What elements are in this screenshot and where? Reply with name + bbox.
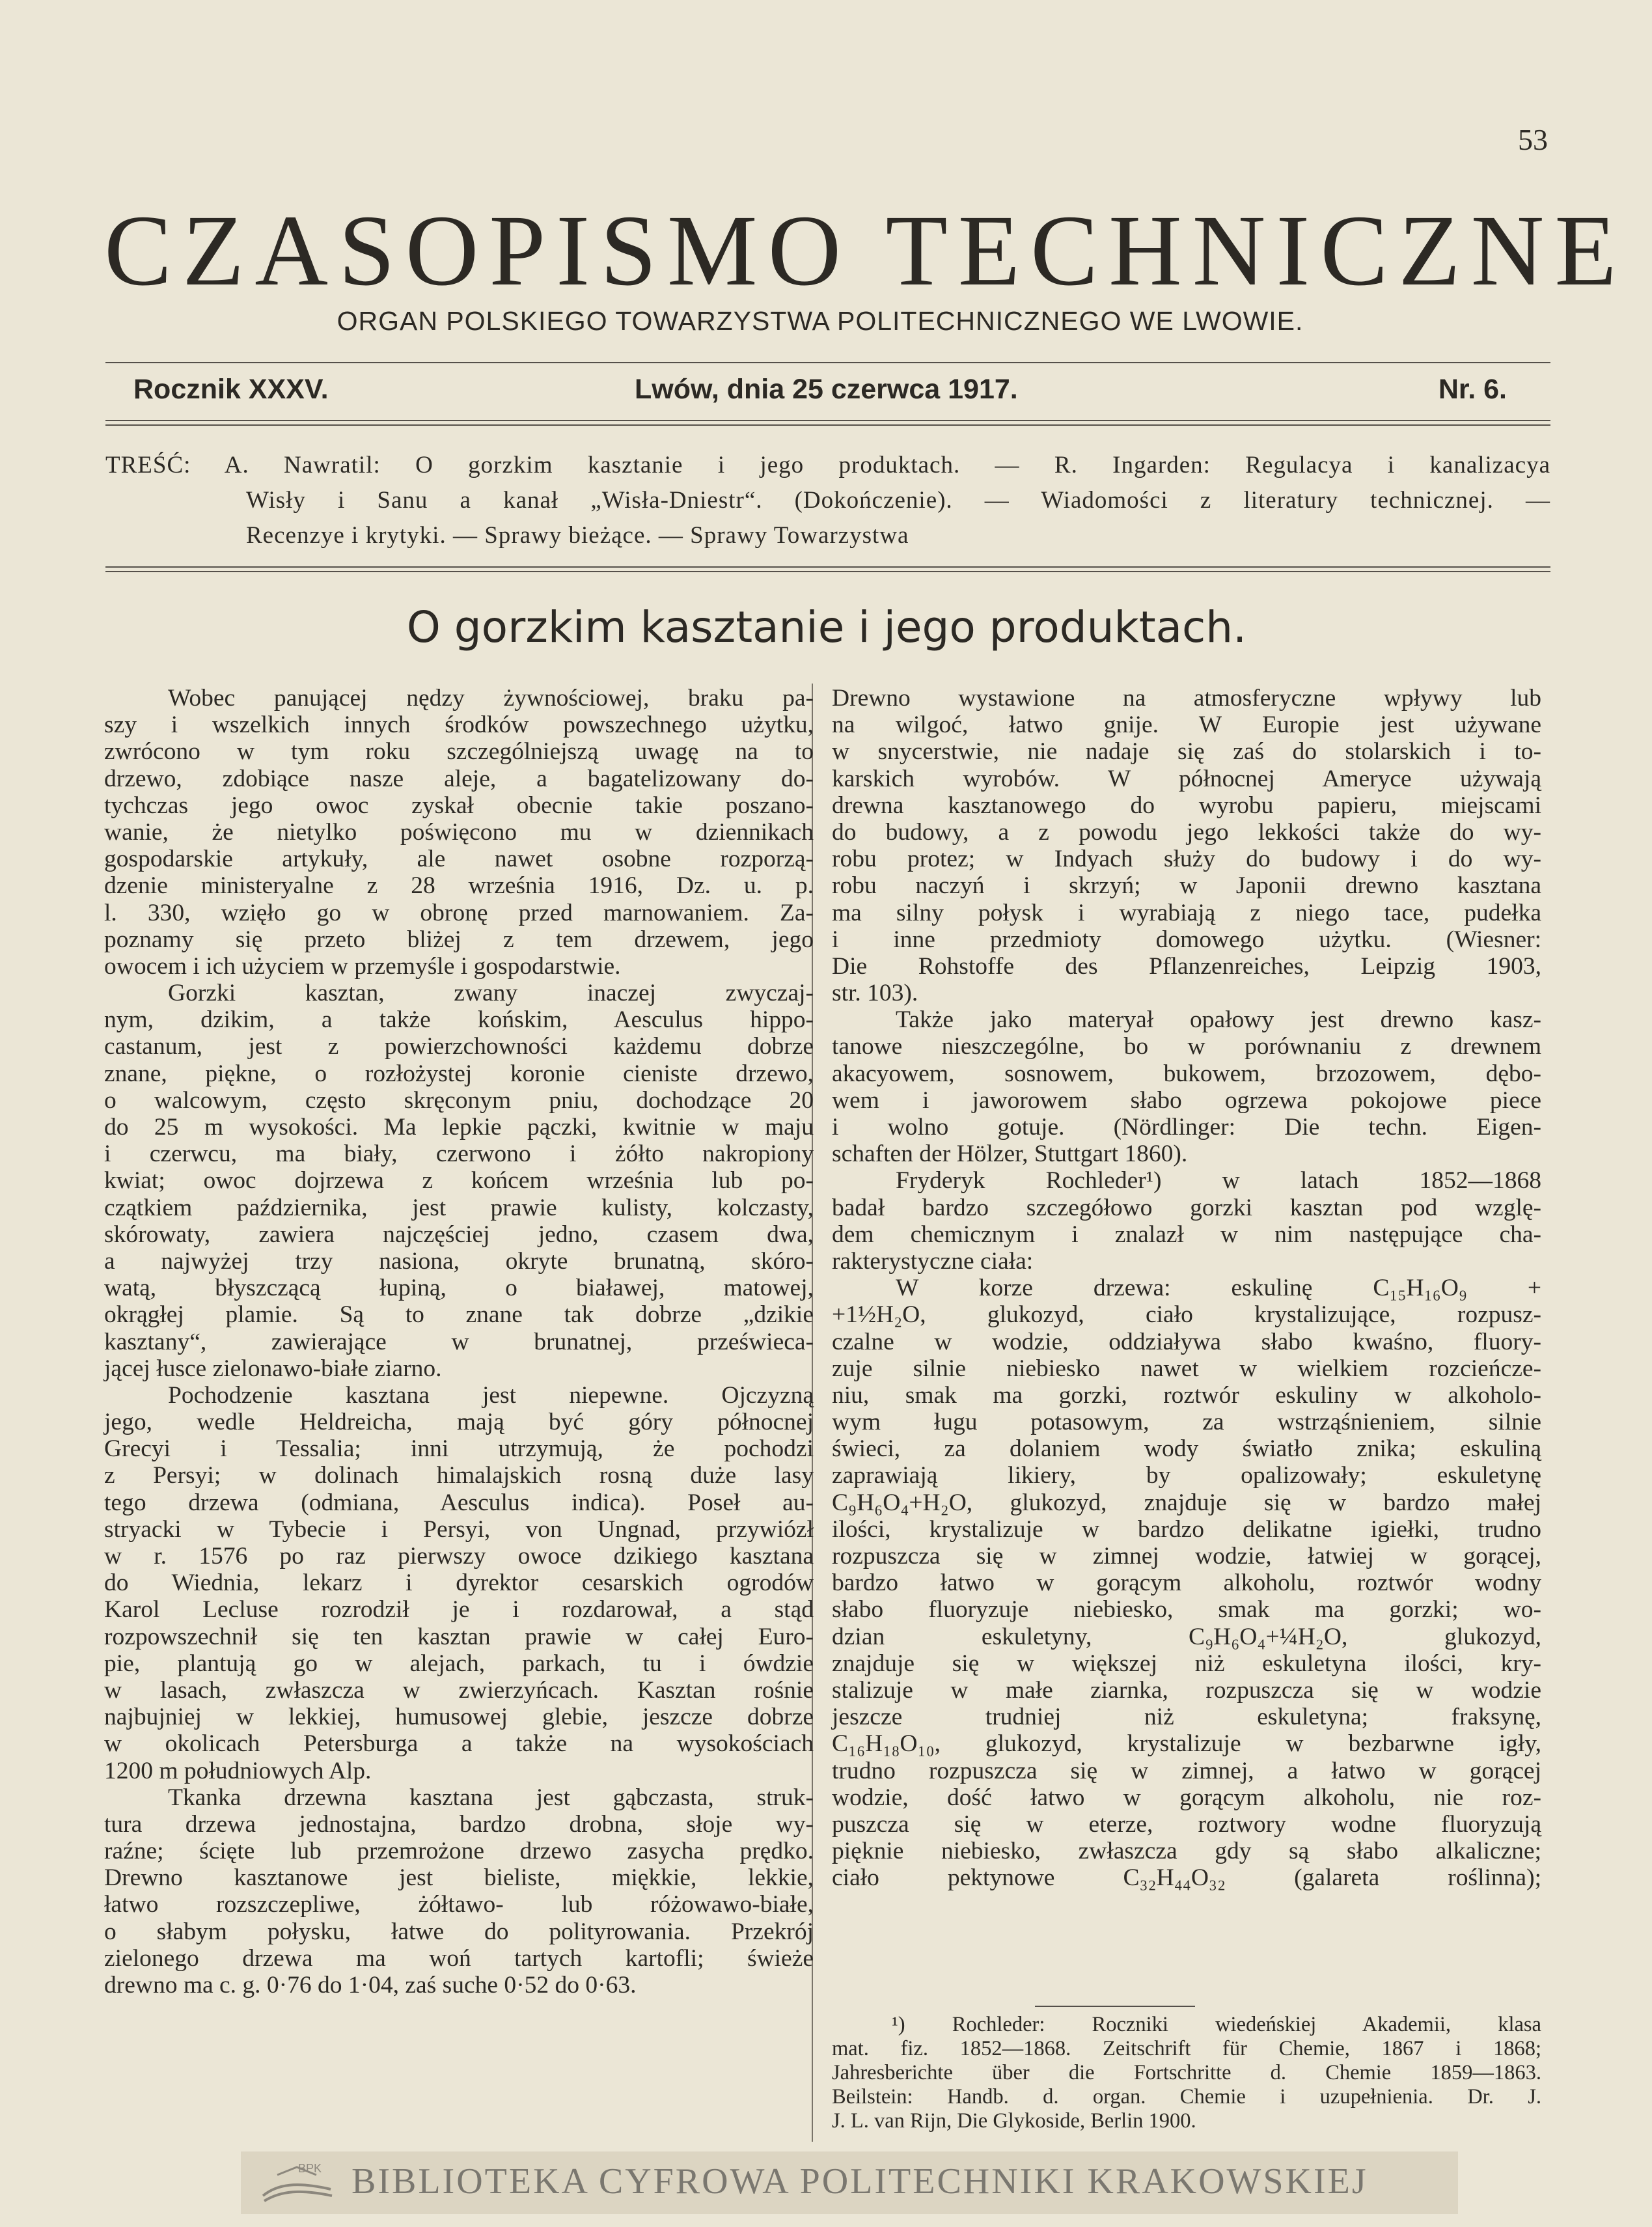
text-line: z Persyi; w dolinach himalajskich rosną duże lasy — [104, 1462, 814, 1489]
volume-label: Rocznik XXXV. — [133, 374, 329, 405]
text-line: w lasach, zwłaszcza w zwierzyńcach. Kasztan rośnie — [104, 1676, 814, 1704]
text-line: robu protez; w Indyach służy do budowy i do wy- — [832, 846, 1541, 873]
text-line: tanowe nieszczególne, bo w porównaniu z drewnem — [832, 1033, 1541, 1060]
text-line: stryacki w Tybecie i Persyi, von Ungnad, przywiózł — [104, 1515, 814, 1543]
text-line: tychczas jego owoc zyskał obecnie takie poszano- — [104, 792, 814, 819]
text-line: Drewno kasztanowe jest bieliste, miękkie, lekkie, — [104, 1864, 814, 1892]
text-line: kwiat; owoc dojrzewa z końcem września lub po- — [104, 1167, 814, 1195]
text-line: mat. fiz. 1852—1868. Zeitschrift für Chemie, 1867 i 1868; — [832, 2037, 1541, 2060]
text-line: o walcowym, często skręconym pniu, dochodzące 20 — [104, 1086, 814, 1114]
text-line: Die Rohstoffe des Pflanzenreiches, Leipzig 1903, — [832, 952, 1541, 980]
text-line: kasztany“, zawierające w brunatnej, prześwieca- — [104, 1328, 814, 1355]
header-rule-top — [105, 362, 1550, 363]
text-line: +1½H₂O, glukozyd, ciało krystalizujące, rozpusz- — [832, 1301, 1541, 1329]
text-line: wodzie, dość łatwo w gorącym alkoholu, nie roz- — [832, 1784, 1541, 1811]
text-line: Karol Lecluse rozrodził je i rozdarował, a stąd — [104, 1596, 814, 1624]
text-line: świeci, za dolaniem wody światło znika; eskuliną — [832, 1435, 1541, 1463]
text-line: Fryderyk Rochleder¹) w latach 1852—1868 — [896, 1167, 1541, 1195]
text-line: jeszcze trudniej niż eskuletyna; fraksynę, — [832, 1704, 1541, 1731]
text-line: ma silny połysk i wyrabiają z niego tace, pudełka — [832, 899, 1541, 926]
text-line: na wilgoć, łatwo gnije. W Europie jest używane — [832, 712, 1541, 739]
text-line: niu, smak ma gorzki, roztwór eskuliny w alkoholo- — [832, 1381, 1541, 1409]
text-line: zuje silnie niebiesko nawet w wielkiem rozcieńcze- — [832, 1355, 1541, 1382]
text-line: W korze drzewa: eskulinę C₁₅H₁₆O₉ + — [896, 1275, 1541, 1302]
text-line: w okolicach Petersburga a także na wysokościach — [104, 1730, 814, 1758]
text-line: Beilstein: Handb. d. organ. Chemie i uzupełnienia. Dr. J. — [832, 2085, 1541, 2109]
library-banner — [241, 2151, 1458, 2214]
text-line: wym ługu potasowym, za wstrząśnieniem, silnie — [832, 1409, 1541, 1436]
text-line: zielonego drzewa ma woń tartych kartofli; świeże — [104, 1944, 814, 1972]
library-banner-text: BIBLIOTEKA CYFROWA POLITECHNIKI KRAKOWSKIEJ — [351, 2161, 1368, 2202]
text-line: schaften der Hölzer, Stuttgart 1860). — [832, 1141, 1188, 1168]
text-line: castanum, jest z powierzchowności każdemu dobrze — [104, 1033, 814, 1060]
text-line: wem i jaworowem słabo ogrzewa pokojowe piece — [832, 1086, 1541, 1114]
issue-number: Nr. 6. — [1438, 374, 1507, 405]
text-line: o słabym połysku, łatwe do polityrowania. Przekrój — [104, 1918, 814, 1945]
journal-subtitle: ORGAN POLSKIEGO TOWARZYSTWA POLITECHNICZNEGO WE LWOWIE. — [337, 306, 1304, 336]
text-line: pie, plantują go w alejach, parkach, tu i ówdzie — [104, 1650, 814, 1677]
text-line: jego, wedle Heldreicha, mają być góry północnej — [104, 1409, 814, 1436]
text-line: gospodarskie artykuły, ale nawet osobne rozporzą- — [104, 846, 814, 873]
text-line: najbujniej w lekkiej, humusowej glebie, jeszcze dobrze — [104, 1704, 814, 1731]
text-line: 1200 m południowych Alp. — [104, 1757, 372, 1784]
toc-line: Wisły i Sanu a kanał „Wisła-Dniestr“. (Dokończenie). — Wiadomości z literatury technicznej. — — [246, 487, 1550, 514]
text-line: badał bardzo szczegółowo gorzki kasztan pod wzglę- — [832, 1194, 1541, 1221]
text-line: zaprawiają likiery, by opalizowały; eskuletynę — [832, 1462, 1541, 1489]
text-line: a najwyżej trzy nasiona, okryte brunatną, skóro- — [104, 1247, 814, 1275]
text-line: trudno rozpuszcza się w zimnej, a łatwo w gorącej — [832, 1757, 1541, 1784]
text-line: puszcza się w eterze, roztwory wodne fluoryzują — [832, 1810, 1541, 1838]
text-line: do budowy, a z powodu jego lekkości także do wy- — [832, 818, 1541, 846]
text-line: bardzo łatwo w gorącym alkoholu, roztwór wodny — [832, 1570, 1541, 1597]
text-line: dzenie ministeryalne z 28 września 1916, Dz. u. p. — [104, 872, 814, 900]
text-line: i czerwcu, ma biały, czerwono i żółto nakropiony — [104, 1141, 814, 1168]
page-number: 53 — [1518, 123, 1548, 156]
text-line: owocem i ich użyciem w przemyśle i gospodarstwie. — [104, 952, 621, 980]
journal-title: CZASOPISMO TECHNICZNE — [104, 194, 1627, 307]
text-line: watą, błyszczącą łupiną, o białawej, matowej, — [104, 1275, 814, 1302]
text-line: akacyowem, sosnowem, bukowem, brzozowem, dębo- — [832, 1060, 1541, 1087]
text-line: drewno ma c. g. 0·76 do 1·04, zaś suche 0·52 do 0·63. — [104, 1972, 637, 1999]
text-line: dzian eskuletyny, C₉H₆O₄+¼H₂O, glukozyd, — [832, 1623, 1541, 1650]
text-line: str. 103). — [832, 980, 918, 1007]
text-line: łatwo rozszczepliwe, żółtawo- lub różowawo-białe, — [104, 1891, 814, 1918]
text-line: czalne w wodzie, oddziaływa słabo kwaśno, fluory- — [832, 1328, 1541, 1355]
text-line: rakterystyczne ciała: — [832, 1247, 1034, 1275]
text-line: dem chemicznym i znalazł w nim następujące cha- — [832, 1221, 1541, 1248]
text-line: do 25 m wysokości. Ma lepkie pączki, kwitnie w maju — [104, 1114, 814, 1141]
text-line: J. L. van Rijn, Die Glykoside, Berlin 1900. — [832, 2109, 1196, 2133]
text-line: czątkiem października, jest prawie kulisty, kolczasty, — [104, 1194, 814, 1221]
text-line: szy i wszelkich innych środków powszechnego użytku, — [104, 712, 814, 739]
text-line: i wolno gotuje. (Nördlinger: Die techn. Eigen- — [832, 1114, 1541, 1141]
text-line: robu naczyń i skrzyń; w Japonii drewno kasztana — [832, 872, 1541, 900]
text-line: słabo fluoryzuje niebiesko, smak ma gorzki; wo- — [832, 1596, 1541, 1624]
text-line: w r. 1576 po raz pierwszy owoce dzikiego kasztana — [104, 1543, 814, 1570]
text-line: Tkanka drzewna kasztana jest gąbczasta, struk- — [168, 1784, 814, 1811]
table-of-contents — [105, 448, 1550, 553]
library-logo-icon — [258, 2158, 336, 2207]
text-line: ciało pektynowe C₃₂H₄₄O₃₂ (galareta roślinna); — [832, 1864, 1541, 1892]
text-line: Grecyi i Tessalia; inni utrzymują, że pochodzi — [104, 1435, 814, 1463]
text-line: rozpowszechnił się ten kasztan prawie w całej Euro- — [104, 1623, 814, 1650]
text-line: rozpuszcza się w zimnej wodzie, łatwiej w gorącej, — [832, 1543, 1541, 1570]
text-line: Wobec panującej nędzy żywnościowej, braku pa- — [168, 685, 814, 712]
text-line: Pochodzenie kasztana jest niepewne. Ojczyzną — [168, 1381, 814, 1409]
text-line: C₁₆H₁₈O₁₀, glukozyd, krystalizuje w bezbarwne igły, — [832, 1730, 1541, 1758]
text-line: poznamy się przeto bliżej z tem drzewem, jego — [104, 926, 814, 953]
text-line: w snycerstwie, nie nadaje się zaś do stolarskich i to- — [832, 738, 1541, 766]
text-line: Także jako materyał opałowy jest drewno kasz- — [896, 1006, 1541, 1034]
text-line: l. 330, wzięło go w obronę przed marnowaniem. Za- — [104, 899, 814, 926]
text-line: tego drzewa (odmiana, Aesculus indica). Poseł au- — [104, 1489, 814, 1516]
text-line: zwrócono w tym roku szczególniejszą uwagę na to — [104, 738, 814, 766]
footnote-rule — [1035, 2006, 1195, 2007]
toc-rule-double — [105, 566, 1550, 572]
text-line: nym, dzikim, a także końskim, Aesculus hippo- — [104, 1006, 814, 1034]
text-line: drewna kasztanowego do wyrobu papieru, miejscami — [832, 792, 1541, 819]
text-line: wanie, że nietylko poświęcono mu w dziennikach — [104, 818, 814, 846]
text-line: Jahresberichte über die Fortschritte d. Chemie 1859—1863. — [832, 2061, 1541, 2084]
text-line: Gorzki kasztan, zwany inaczej zwyczaj- — [168, 980, 814, 1007]
text-line: stalizuje w małe ziarnka, rozpuszcza się w wodzie — [832, 1676, 1541, 1704]
text-line: okrągłej plamie. Są to znane tak dobrze „dzikie — [104, 1301, 814, 1329]
library-logo-label: BPK — [298, 2162, 322, 2175]
text-line: do Wiednia, lekarz i dyrektor cesarskich ogrodów — [104, 1570, 814, 1597]
article-column-left — [104, 685, 814, 1999]
toc-line: TREŚĆ: A. Nawratil: O gorzkim kasztanie i jego produktach. — R. Ingarden: Regulacya i kanalizacya — [105, 452, 1550, 478]
toc-line: Recenzye i krytyki. — Sprawy bieżące. — Sprawy Towarzystwa — [246, 522, 909, 549]
footnotes — [832, 2013, 1541, 2133]
text-line: ¹) Rochleder: Roczniki wiedeńskiej Akademii, klasa — [892, 2013, 1541, 2036]
text-line: skórowaty, zawiera najczęściej jedno, czasem dwa, — [104, 1221, 814, 1248]
text-line: karskich wyrobów. W północnej Ameryce używają — [832, 765, 1541, 792]
text-line: raźne; ścięte lub przemrożone drzewo zasycha prędko. — [104, 1838, 814, 1865]
text-line: drzewo, zdobiące nasze aleje, a bagatelizowany do- — [104, 765, 814, 792]
text-line: znane, piękne, o rozłożystej koronie cieniste drzewo, — [104, 1060, 814, 1087]
text-line: znajduje się w większej niż eskuletyna ilości, kry- — [832, 1650, 1541, 1677]
issue-date: Lwów, dnia 25 czerwca 1917. — [635, 374, 1018, 405]
text-line: ilości, krystalizuje w bardzo delikatne igiełki, trudno — [832, 1515, 1541, 1543]
text-line: pięknie niebiesko, zwłaszcza gdy są słabo alkaliczne; — [832, 1838, 1541, 1865]
text-line: C₉H₆O₄+H₂O, glukozyd, znajduje się w bardzo małej — [832, 1489, 1541, 1516]
header-rule-double — [105, 420, 1550, 426]
text-line: jącej łusce zielonawo-białe ziarno. — [104, 1355, 442, 1382]
article-column-right — [832, 685, 1541, 1891]
text-line: i inne przedmioty domowego użytku. (Wiesner: — [832, 926, 1541, 953]
text-line: tura drzewa jednostajna, bardzo drobna, słoje wy- — [104, 1810, 814, 1838]
article-title: O gorzkim kasztanie i jego produktach. — [406, 602, 1247, 652]
text-line: Drewno wystawione na atmosferyczne wpływy lub — [832, 685, 1541, 712]
issue-line — [133, 374, 1507, 413]
